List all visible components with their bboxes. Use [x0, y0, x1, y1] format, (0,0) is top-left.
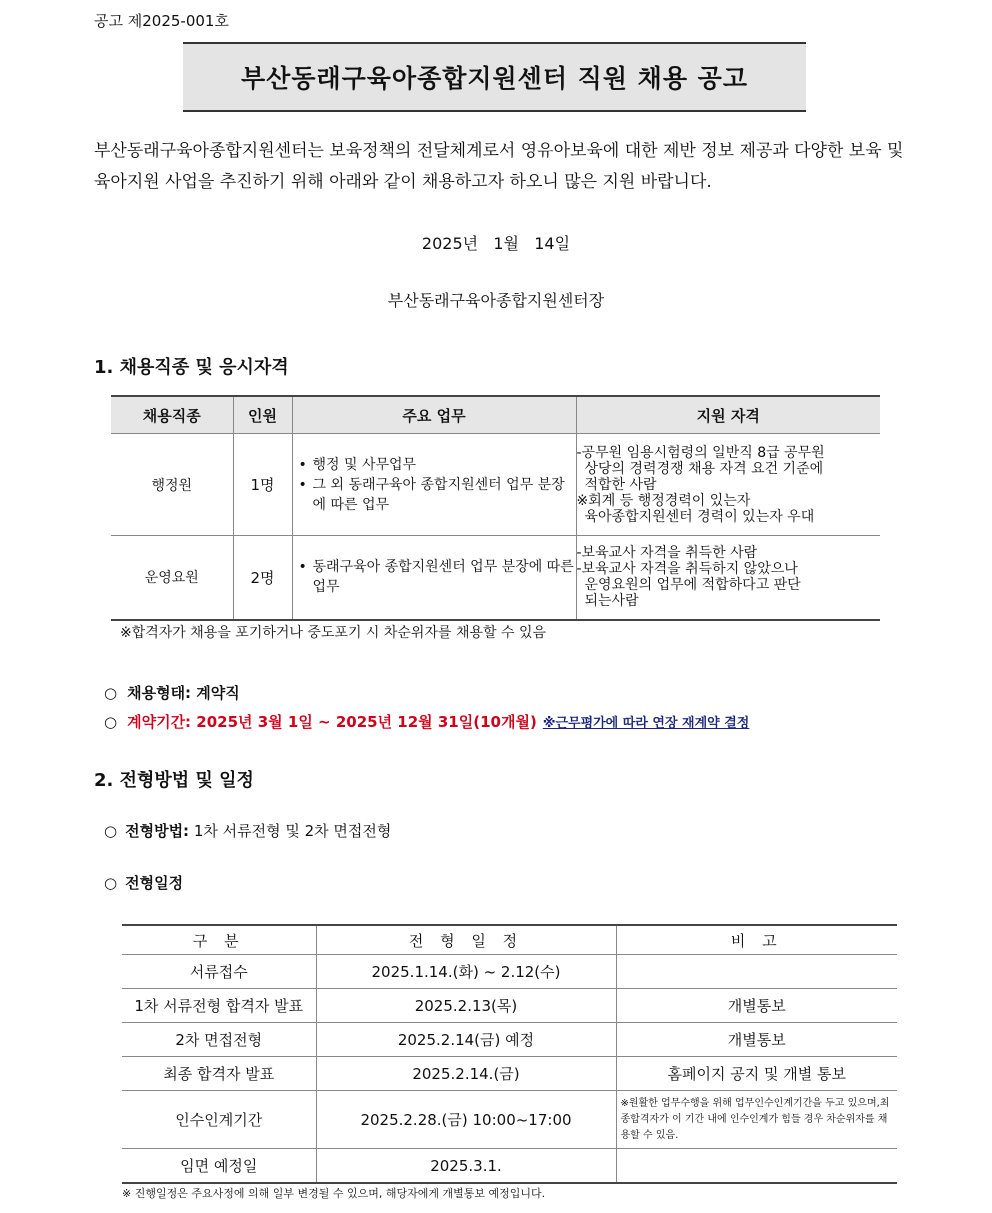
employment-type: ○ 채용형태: 계약직 — [104, 684, 240, 702]
duty-item: • 동래구육아 종합지원센터 업무 분장에 따른 업무 — [298, 559, 574, 596]
selection-method: ○ 전형방법: 1차 서류전형 및 2차 면접전형 — [104, 822, 392, 840]
schedule-note: ※ 진행일정은 주요사정에 의해 일부 변경될 수 있으며, 해당자에게 개별통보 예정입니다. — [122, 1187, 546, 1200]
table-row — [111, 434, 880, 536]
header-duties: 주요 업무 — [292, 396, 576, 434]
circle-bullet-icon: ○ — [104, 874, 118, 892]
table-row — [122, 1057, 897, 1091]
step-cell: 최종 합격자 발표 — [122, 1057, 316, 1091]
intro-paragraph: 부산동래구육아종합지원센터는 보육정책의 전달체계로서 영유아보육에 대한 제반 정보 제공과 다양한 보육 및 육아지원 사업을 추진하기 위해 아래와 같이 채용하고자 하오니 많은 지원 바랍니다. — [94, 141, 904, 192]
job-cell: 운영요원 — [111, 536, 233, 620]
date-cell: 2025.2.28.(금) 10:00~17:00 — [316, 1091, 616, 1149]
step-cell: 임면 예정일 — [122, 1149, 316, 1184]
table-row — [122, 1091, 897, 1149]
circle-bullet-icon: ○ — [104, 822, 118, 840]
qualification-cell: -보육교사 자격을 취득한 사람 -보육교사 자격을 취득하지 않았으나 운영요원의 업무에 적합하다고 판단 되는사람 — [576, 536, 880, 620]
header-note: 비 고 — [616, 925, 897, 955]
step-cell: 2차 면접전형 — [122, 1023, 316, 1057]
note-cell: 개별통보 — [616, 1023, 897, 1057]
step-cell: 서류접수 — [122, 955, 316, 989]
circle-bullet-icon: ○ — [104, 713, 118, 731]
table-row — [122, 955, 897, 989]
step-cell: 인수인계기간 — [122, 1091, 316, 1149]
table-row — [122, 1149, 897, 1184]
notice-date: 2025년 1월 14일 — [421, 234, 571, 253]
header-job: 채용직종 — [111, 396, 233, 434]
circle-bullet-icon: ○ — [104, 684, 118, 702]
duty-item: • 그 외 동래구육아 종합지원센터 업무 분장에 따른 업무 — [298, 476, 565, 513]
header-date: 전 형 일 정 — [316, 925, 616, 955]
table-row — [122, 989, 897, 1023]
renewal-note: ※근무평가에 따라 연장 재계약 결정 — [542, 716, 750, 731]
header-qualification: 지원 자격 — [576, 396, 880, 434]
contract-period: ○ 계약기간: 2025년 3월 1일 ~ 2025년 12월 31일(10개월) ※근무평가에 따라 연장 재계약 결정 — [104, 713, 750, 731]
note-cell: 홈페이지 공지 및 개별 통보 — [616, 1057, 897, 1091]
step-cell: 1차 서류전형 합격자 발표 — [122, 989, 316, 1023]
schedule-table — [122, 924, 897, 1184]
note-cell — [616, 955, 897, 989]
section1-heading: 1. 채용직종 및 응시자격 — [94, 357, 289, 378]
duty-item: • 행정 및 사무업무 — [298, 456, 417, 473]
count-cell: 2명 — [233, 536, 292, 620]
recruitment-table — [111, 395, 880, 621]
job-cell: 행정원 — [111, 434, 233, 536]
duties-cell — [292, 434, 576, 536]
header-step: 구 분 — [122, 925, 316, 955]
header-count: 인원 — [233, 396, 292, 434]
table-header-row — [111, 396, 880, 434]
table-row — [122, 1023, 897, 1057]
note-cell: ※원활한 업무수행을 위해 업무인수인계기간을 두고 있으며,최종합격자가 이 기간 내에 인수인계가 힘들 경우 차순위자를 채용할 수 있음. — [616, 1091, 897, 1149]
table-note: ※합격자가 채용을 포기하거나 중도포기 시 차순위자를 채용할 수 있음 — [120, 625, 547, 641]
table-row — [111, 536, 880, 620]
page-title-text: 부산동래구육아종합지원센터 직원 채용 공고 — [241, 64, 748, 93]
date-cell: 2025.3.1. — [316, 1149, 616, 1184]
notice-number: 공고 제2025-001호 — [94, 12, 229, 30]
selection-schedule-label: ○ 전형일정 — [104, 874, 184, 892]
duties-cell — [292, 536, 576, 620]
date-cell: 2025.1.14.(화) ~ 2.12(수) — [316, 955, 616, 989]
date-cell: 2025.2.14.(금) — [316, 1057, 616, 1091]
issuer-name: 부산동래구육아종합지원센터장 — [387, 291, 605, 310]
section2-heading: 2. 전형방법 및 일정 — [94, 770, 254, 791]
date-cell: 2025.2.13(목) — [316, 989, 616, 1023]
date-cell: 2025.2.14(금) 예정 — [316, 1023, 616, 1057]
table-header-row — [122, 925, 897, 955]
qualification-cell: -공무원 임용시험령의 일반직 8급 공무원 상당의 경력경쟁 채용 자격 요건 기준에 적합한 사람 ※회계 등 행정경력이 있는자 육아종합지원센터 경력이 있는자 우대 — [576, 434, 880, 536]
count-cell: 1명 — [233, 434, 292, 536]
note-cell: 개별통보 — [616, 989, 897, 1023]
page-title — [183, 42, 806, 112]
note-cell — [616, 1149, 897, 1184]
